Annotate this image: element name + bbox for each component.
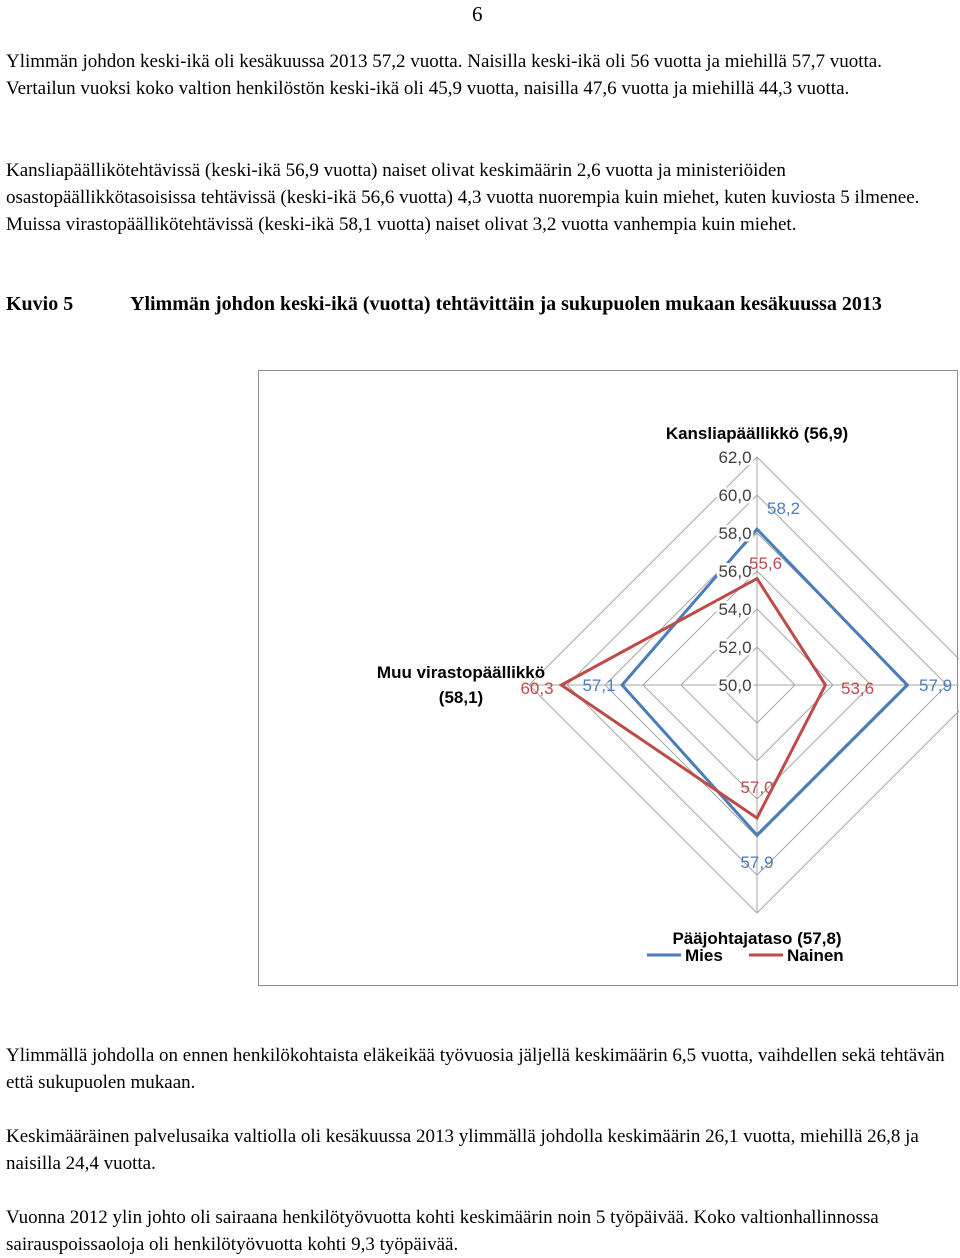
data-label-nainen-1: 53,6 [841,679,875,698]
tick-label-2: 54,0 [718,600,752,619]
radar-chart-frame [258,370,958,986]
figure-number: Kuvio 5 [6,293,74,315]
axis-label-left-line1: Muu virastopäällikkö [376,663,546,682]
legend-label-nainen: Nainen [787,946,844,965]
tick-label-6: 62,0 [718,448,752,467]
data-label-mies-3: 57,1 [582,676,616,695]
data-label-nainen-2: 57,0 [740,778,774,797]
data-label-mies-1: 57,9 [919,676,953,695]
tick-label-1: 52,0 [718,638,752,657]
data-label-mies-2: 57,9 [740,853,774,872]
paragraph-mean-age: Ylimmän johdon keski-ikä oli kesäkuussa 2013 57,2 vuotta. Naisilla keski-ikä oli 56 vuotta ja miehillä 57,7 vuotta. Vertailun vuoksi koko valtion henkilöstön keski-ikä oli 45,9 vuotta, naisilla 47,6 vuotta ja miehillä 44,3 vuotta. [6,51,882,99]
paragraph-remaining-years: Ylimmällä johdolla on ennen henkilökohtaista eläkeikää työvuosia jäljellä keskimäärin 6,5 vuotta, vaihdellen sekä tehtävän että sukupuolen mukaan. [6,1045,945,1093]
paragraph-sick-leave: Vuonna 2012 ylin johto oli sairaana henkilötyövuotta kohti keskimäärin noin 5 työpäivää. Koko valtionhallinnossa sairauspoissaoloja oli henkilötyövuotta kohti 9,3 työpäivää. [6,1207,879,1255]
paragraph-by-role: Kansliapäällikötehtävissä (keski-ikä 56,9 vuotta) naiset olivat keskimäärin 2,6 vuotta ja ministeriöiden osastopäällikkötasoisissa tehtävissä (keski-ikä 56,6 vuotta) 4,3 vuotta nuorempia kuin miehet, kuten kuviosta 5 ilmenee. Muissa virastopäällikötehtävissä (keski-ikä 58,1 vuotta) naiset olivat 3,2 vuotta vanhempia kuin miehet. [6,160,920,235]
data-label-mies-0: 58,2 [767,499,801,518]
axis-label-bottom: Pääjohtajataso (57,8) [672,929,842,948]
radar-chart [259,371,959,987]
data-label-nainen-0: 55,6 [749,554,783,573]
page-number: 6 [472,2,483,26]
legend-label-mies: Mies [685,946,723,965]
axis-label-left-line2: (58,1) [438,688,484,707]
series-line-nainen [561,579,825,818]
data-label-nainen-3: 60,3 [520,679,554,698]
tick-label-3: 56,0 [718,562,752,581]
figure-title: Ylimmän johdon keski-ikä (vuotta) tehtävittäin ja sukupuolen mukaan kesäkuussa 2013 [130,293,882,315]
tick-label-0: 50,0 [718,676,752,695]
paragraph-service-time: Keskimääräinen palvelusaika valtiolla oli kesäkuussa 2013 ylimmällä johdolla keskimäärin 26,1 vuotta, miehillä 26,8 ja naisilla 24,4 vuotta. [6,1126,919,1174]
tick-label-4: 58,0 [718,524,752,543]
tick-label-5: 60,0 [718,486,752,505]
axis-label-top: Kansliapäällikkö (56,9) [665,424,849,443]
